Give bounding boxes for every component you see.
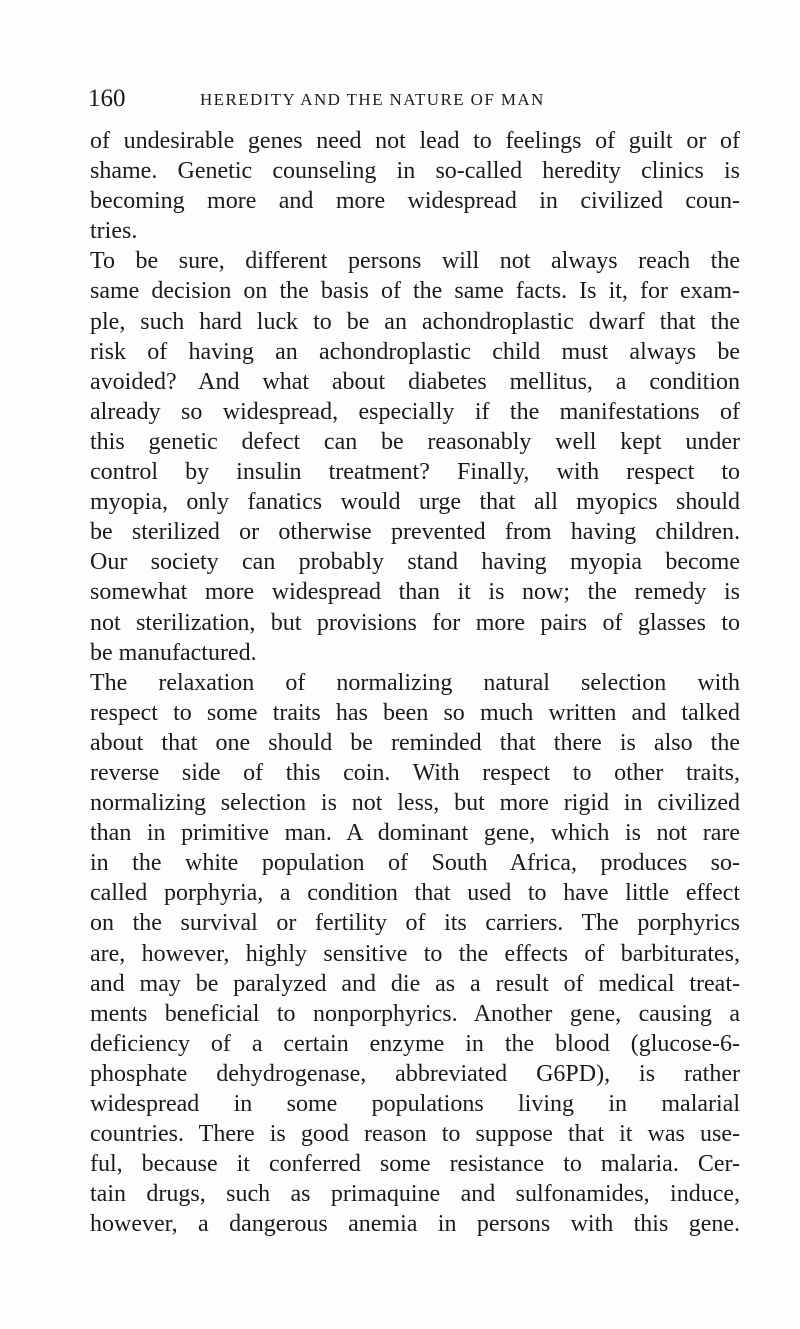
- page-header: [88, 84, 748, 118]
- text-line: ple, such hard luck to be an achondroplastic dwarf that the: [90, 308, 740, 335]
- text-line: phosphate dehydrogenase, abbreviated G6PD), is rather: [90, 1060, 740, 1087]
- text-line: Our society can probably stand having myopia become: [90, 549, 740, 576]
- text-line: however, a dangerous anemia in persons with this gene.: [90, 1211, 740, 1238]
- text-line: of undesirable genes need not lead to feelings of guilt or of: [90, 128, 740, 154]
- text-line: same decision on the basis of the same facts. Is it, for exam-: [90, 278, 740, 305]
- text-line: ments beneficial to nonporphyrics. Another gene, causing a: [90, 1000, 740, 1027]
- text-line: already so widespread, especially if the manifestations of: [90, 398, 740, 425]
- text-line: countries. There is good reason to suppose that it was use-: [90, 1121, 740, 1148]
- text-line: tain drugs, such as primaquine and sulfonamides, induce,: [90, 1181, 740, 1208]
- body-text: [90, 126, 740, 1239]
- paragraph-end-line: be manufactured.: [90, 639, 257, 666]
- page-number: 160: [88, 85, 126, 112]
- running-head: HEREDITY AND THE NATURE OF MAN: [200, 90, 545, 109]
- text-line: respect to some traits has been so much written and talked: [90, 699, 740, 726]
- paragraph-end-line: tries.: [90, 218, 138, 245]
- text-line: widespread in some populations living in malarial: [90, 1091, 740, 1117]
- text-line: control by insulin treatment? Finally, with respect to: [90, 459, 740, 486]
- text-line: on the survival or fertility of its carriers. The porphyrics: [90, 910, 740, 937]
- text-line: and may be paralyzed and die as a result of medical treat-: [90, 970, 740, 997]
- text-line: normalizing selection is not less, but more rigid in civilized: [90, 790, 740, 817]
- text-line: To be sure, different persons will not always reach the: [90, 248, 740, 275]
- text-line: The relaxation of normalizing natural selection with: [90, 669, 740, 696]
- text-line: risk of having an achondroplastic child must always be: [90, 338, 740, 365]
- text-line: called porphyria, a condition that used to have little effect: [90, 880, 740, 907]
- text-line: reverse side of this coin. With respect to other traits,: [90, 759, 740, 786]
- text-line: be sterilized or otherwise prevented from having children.: [90, 519, 740, 546]
- text-line: are, however, highly sensitive to the effects of barbiturates,: [90, 940, 740, 967]
- text-line: myopia, only fanatics would urge that all myopics should: [90, 489, 740, 516]
- text-line: shame. Genetic counseling in so-called heredity clinics is: [90, 158, 740, 185]
- text-line: not sterilization, but provisions for more pairs of glasses to: [90, 609, 740, 636]
- text-line: becoming more and more widespread in civilized coun-: [90, 188, 740, 215]
- text-line: deficiency of a certain enzyme in the blood (glucose-6-: [90, 1030, 740, 1057]
- text-line: avoided? And what about diabetes mellitus, a condition: [90, 368, 740, 395]
- text-line: than in primitive man. A dominant gene, which is not rare: [90, 820, 740, 847]
- text-line: this genetic defect can be reasonably well kept under: [90, 428, 740, 455]
- text-line: in the white population of South Africa, produces so-: [90, 850, 740, 877]
- text-line: ful, because it conferred some resistance to malaria. Cer-: [90, 1151, 740, 1178]
- text-line: about that one should be reminded that there is also the: [90, 729, 740, 756]
- text-line: somewhat more widespread than it is now; the remedy is: [90, 579, 740, 606]
